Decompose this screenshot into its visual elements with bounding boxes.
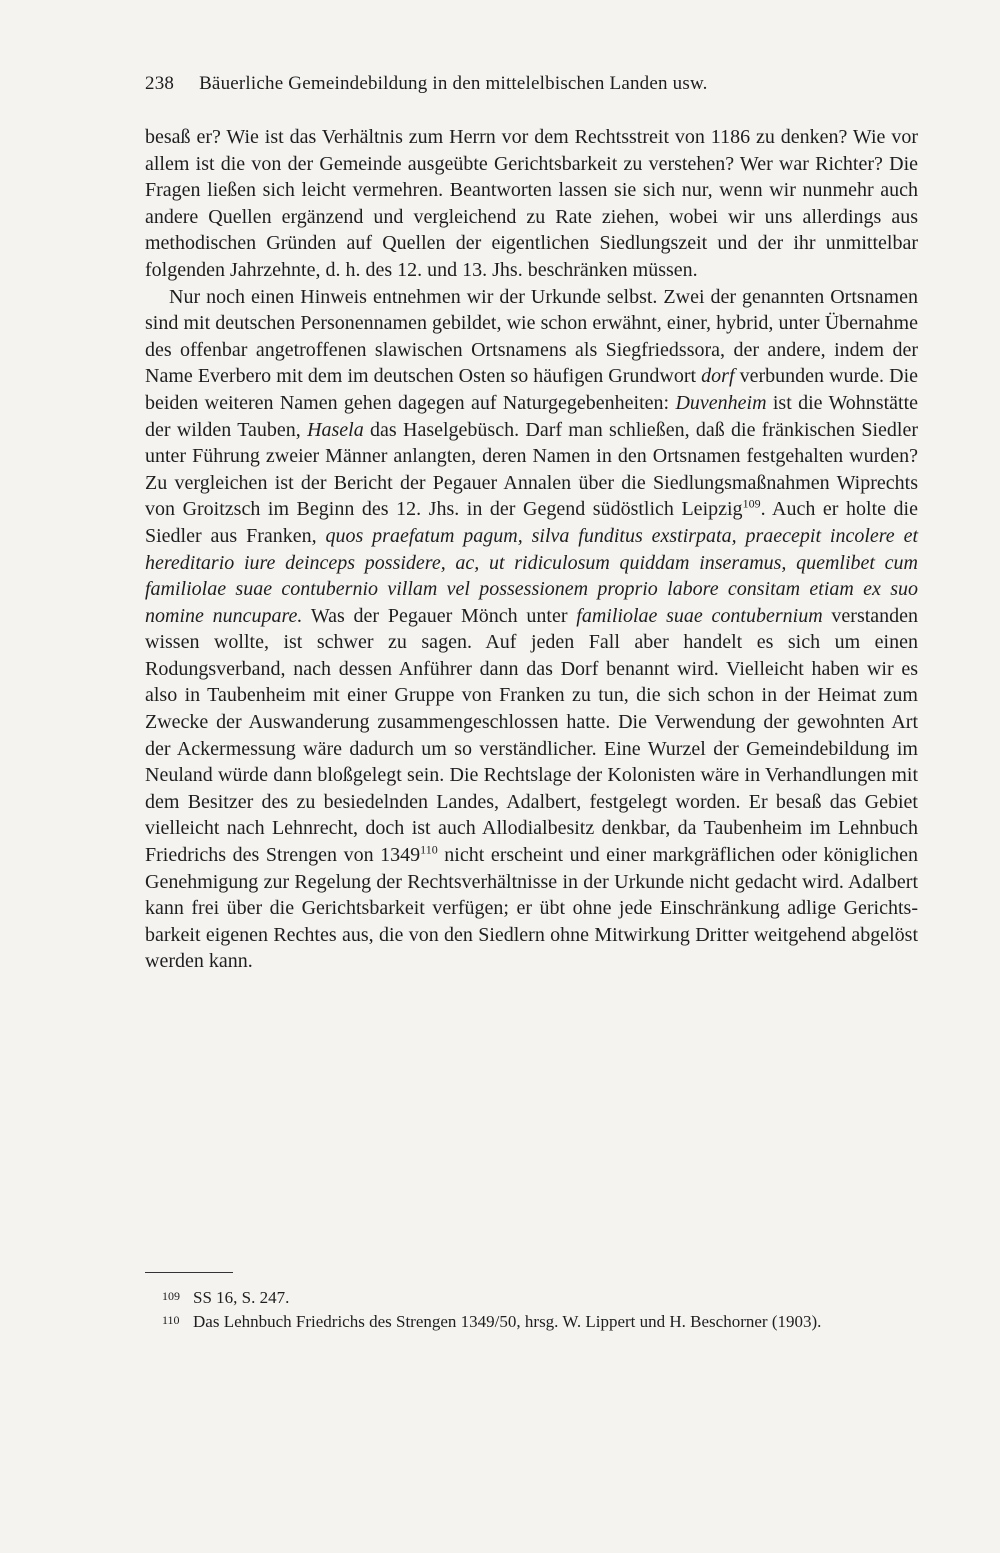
footnote-110 <box>145 1309 918 1333</box>
latin-quotation: quos praefatum pagum, silva funditus exstirpata, praecepit incolere et hereditario iure deinceps possidere, ac, ut ridiculosum quiddam inseramus, quemlibet cum familiolae suae contubernio villam vel possessionem proprio labore consitam etiam ex suo nomine nuncupare. <box>145 524 919 627</box>
page-number: 238 <box>145 73 175 94</box>
text-run: . Auch er holte die Siedler aus Franken, <box>145 498 918 547</box>
text-run: Was der Pegauer Mönch unter <box>310 604 568 627</box>
footnote-mark: 109 <box>162 1289 180 1303</box>
italic-term: dorf <box>701 365 735 388</box>
running-title: Bäuerliche Gemeindebildung in den mittelelbischen Landen usw. <box>199 73 708 94</box>
footnote-ref-109: 109 <box>742 496 761 511</box>
footnote-ref-110: 110 <box>420 842 438 857</box>
paragraph-1: besaß er? Wie ist das Verhältnis zum Herrn vor dem Rechtsstreit von 1186 zu denken? Wie vor allem ist die von der Gemeinde ausgeübte Gerichtsbarkeit zu verstehen? Wer war Richter? Die Fragen ließen sich leicht vermehren. Beantworten lassen sie sich nur, wenn wir nunmehr auch andere Quellen ergänzend und vergleichend zu Rate ziehen, wobei wir uns allerdings aus methodischen Gründen auf Quellen der eigentlichen Siedlungszeit und der ihr unmittelbar folgenden Jahrzehnte, d. h. des 12. und 13. Jhs. beschränken müssen. <box>145 126 918 281</box>
footnote-109 <box>145 1285 918 1309</box>
footnote-separator <box>145 1272 233 1273</box>
text-run: Nur noch einen Hinweis entnehmen wir der Urkunde selbst. Zwei der genannten Ortsnamen sind mit deutschen Personennamen gebildet, wie schon erwähnt, einer, hybrid, unter Übernahme des offenbar angetroffenen slawischen Ortsnamens als Siegfriedssora, der andere, indem der Name Everbero mit dem im deutschen Osten so häufigen Grundwort <box>145 285 918 388</box>
footnote-text: SS 16, S. 247. <box>193 1288 290 1307</box>
text-run: verstanden wissen wollte, ist schwer zu sagen. Auf jeden Fall aber handelt es sich um einen Rodungsverband, nach dessen Anführer dann das Dorf benannt wird. Vielleicht haben wir es also in Taubenheim mit einer Gruppe von Franken zu tun, die sich schon in der Heimat zum Zwecke der Auswanderung zusammengeschlossen hatte. Die Verwendung der gewohnten Art der Ackermessung wäre dadurch um so verständlicher. Eine Wurzel der Gemeindebildung im Neuland würde dann bloßgelegt sein. Die Rechtslage der Kolonisten wäre in Verhandlungen mit dem Besitzer des zu besiedelnden Landes, Adalbert, festgelegt worden. Er besaß das Gebiet vielleicht nach Lehnrecht, doch ist auch Allodialbesitz denkbar, da Taubenheim im Lehnbuch Friedrichs des Strengen von 1349 <box>145 604 919 867</box>
text-run: ist die Wohnstätte der wilden Tauben, <box>145 391 919 441</box>
text-run: verbunden wurde. Die beiden weiteren Namen gehen dagegen auf Naturgegebenheiten: <box>145 365 918 414</box>
text-run: das Haselgebüsch. Darf man schließen, daß die fränkischen Siedler unter Führung zweier Männer anlangten, deren Namen in den Ortsnamen festgehalten wurden? Zu vergleichen ist der Bericht der Pegauer Annalen über die Siedlungsmaßnahmen Wiprechts von Groitzsch im Beginn des 12. Jhs. in der Gegend südöstlich Leipzig <box>145 418 918 521</box>
italic-term: Hasela <box>307 418 364 441</box>
footnote-text: Das Lehnbuch Friedrichs des Strengen 1349/50, hrsg. W. Lippert und H. Beschorner (1903). <box>193 1312 822 1331</box>
italic-term: Duvenheim <box>675 391 767 414</box>
running-header <box>145 73 708 95</box>
text-run: nicht erscheint und einer markgräflichen oder königlichen Genehmigung zur Regelung der Rechtsverhältnisse in der Urkunde nicht gedacht wird. Adalbert kann frei über die Gerichtsbarkeit verfügen; er übt ohne jede Einschränkung adlige Gerichtsbarkeit eigenen Rechtes aus, die von den Siedlern ohne Mitwirkung Dritter weitgehend abgelöst werden kann. <box>145 844 918 973</box>
paragraph-2 <box>145 284 918 975</box>
italic-term: familiolae suae contubernium <box>576 604 823 627</box>
main-text <box>145 124 918 975</box>
footnote-mark: 110 <box>162 1313 180 1327</box>
footnotes <box>145 1285 918 1333</box>
